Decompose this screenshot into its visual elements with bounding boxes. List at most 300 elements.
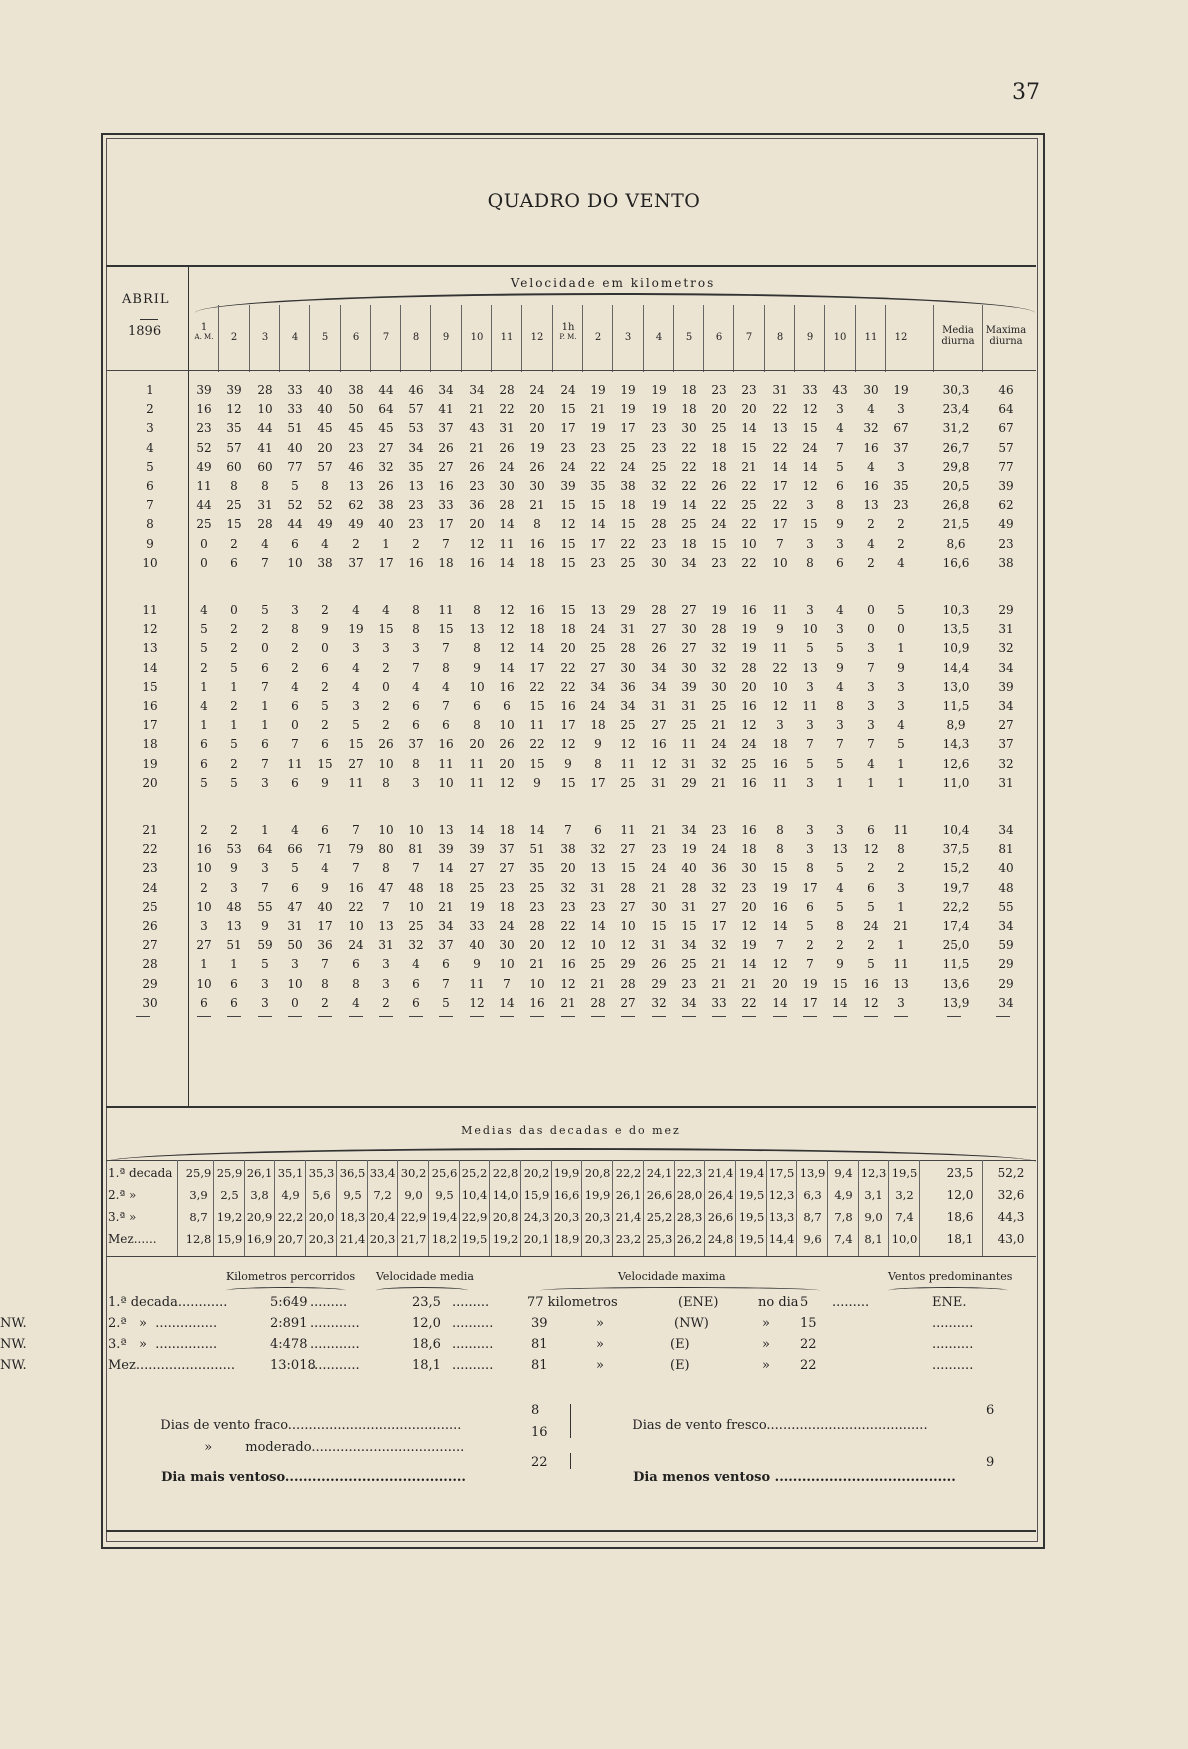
hour-value: 1 — [261, 699, 269, 713]
hour-value: 30 — [651, 900, 667, 914]
hour-value: 31 — [681, 900, 697, 914]
hour-value: 4 — [200, 603, 208, 617]
hour-value: 14 — [741, 957, 757, 971]
hour-value: 19 — [651, 383, 667, 397]
hour-value: 6 — [200, 757, 208, 771]
hour-value: 3 — [382, 977, 390, 991]
stats-divider-bottom — [570, 1453, 571, 1469]
maxima-diurna-value: 23 — [998, 537, 1014, 551]
decade-media-value: 12,0 — [946, 1188, 974, 1202]
hour-value: 10 — [438, 776, 454, 790]
hour-value: 25 — [711, 699, 727, 713]
hour-value: 26 — [651, 641, 667, 655]
maxima-diurna-value: 31 — [998, 622, 1014, 636]
hour-value: 6 — [806, 900, 814, 914]
hour-value: 24 — [590, 622, 606, 636]
hour-value: 7 — [564, 823, 572, 837]
hour-value: 21 — [590, 977, 606, 991]
hour-value: 22 — [560, 919, 576, 933]
table-inner-frame — [106, 138, 1038, 1542]
hour-value: 16 — [560, 699, 576, 713]
hour-value: 18 — [772, 737, 788, 751]
hour-value: 27 — [590, 661, 606, 675]
hour-value: 12 — [469, 537, 485, 551]
hour-value: 7 — [352, 823, 360, 837]
trailing-dash — [833, 1016, 847, 1017]
hour-value: 3 — [897, 460, 905, 474]
decade-hour-value: 28,0 — [676, 1188, 703, 1202]
hour-value: 38 — [620, 479, 636, 493]
decade-hour-value: 9,6 — [803, 1232, 822, 1246]
decade-hour-value: 20,1 — [523, 1232, 550, 1246]
hour-value: 16 — [772, 757, 788, 771]
hour-header-label: 10 — [833, 332, 847, 343]
hour-value: 13 — [590, 603, 606, 617]
hour-value: 14 — [832, 996, 848, 1010]
hour-value: 35 — [590, 479, 606, 493]
trailing-dash — [197, 1016, 211, 1017]
hour-value: 2 — [200, 881, 208, 895]
title-divider — [106, 265, 1036, 267]
hour-value: 10 — [772, 556, 788, 570]
hour-value: 52 — [196, 441, 212, 455]
decade-hour-value: 26,1 — [615, 1188, 642, 1202]
hour-value: 2 — [230, 537, 238, 551]
hour-value: 33 — [438, 498, 454, 512]
hour-value: 4 — [836, 680, 844, 694]
summary-field: » — [596, 1337, 604, 1352]
hour-value: 11 — [469, 977, 485, 991]
media-diurna-value: 21,5 — [942, 517, 970, 531]
trailing-dash — [561, 1016, 575, 1017]
decade-hour-value: 7,4 — [895, 1210, 914, 1224]
hour-value: 16 — [529, 603, 545, 617]
page-title: QUADRO DO VENTO — [487, 190, 701, 212]
hour-value: 30 — [499, 938, 515, 952]
hour-value: 18 — [529, 556, 545, 570]
hour-value: 45 — [348, 421, 364, 435]
hour-value: 0 — [897, 622, 905, 636]
hour-value: 10 — [408, 900, 424, 914]
media-diurna-value: 15,2 — [942, 861, 970, 875]
hour-value: 4 — [321, 537, 329, 551]
decade-hour-value: 19,5 — [891, 1166, 918, 1180]
day-label: 24 — [142, 881, 158, 895]
hour-value: 11 — [469, 757, 485, 771]
hour-value: 23 — [529, 900, 545, 914]
decade-hour-value: 13,9 — [799, 1166, 826, 1180]
hour-value: 3 — [382, 957, 390, 971]
hour-value: 31 — [590, 881, 606, 895]
hour-value: 37 — [438, 938, 454, 952]
hour-value: 8 — [473, 641, 481, 655]
hour-value: 16 — [863, 479, 879, 493]
hour-value: 17 — [802, 996, 818, 1010]
hour-value: 16 — [863, 977, 879, 991]
hour-value: 51 — [287, 421, 303, 435]
hour-value: 6 — [594, 823, 602, 837]
decade-hour-value: 21,4 — [339, 1232, 366, 1246]
hour-value: 12 — [651, 757, 667, 771]
hour-value: 31 — [681, 699, 697, 713]
hour-value: 6 — [412, 718, 420, 732]
hour-value: 17 — [772, 517, 788, 531]
hour-value: 11 — [772, 776, 788, 790]
decade-hour-value: 18,9 — [553, 1232, 580, 1246]
summary-field: 15 — [800, 1316, 817, 1331]
hour-value: 18 — [438, 556, 454, 570]
header-line: Media — [942, 325, 974, 336]
hour-value: 1 — [261, 718, 269, 732]
hour-value: 7 — [442, 977, 450, 991]
hour-header-label: 5 — [685, 332, 693, 343]
hour-value: 2 — [867, 938, 875, 952]
decade-hour-value: 19,9 — [553, 1166, 580, 1180]
hour-value: 3 — [897, 699, 905, 713]
header-bottom-rule — [106, 370, 1036, 371]
hour-value: 31 — [620, 622, 636, 636]
maxima-diurna-value: 34 — [998, 699, 1014, 713]
hour-value: 25 — [651, 460, 667, 474]
hour-value: 20 — [529, 421, 545, 435]
hour-value: 12 — [741, 718, 757, 732]
hour-value: 6 — [473, 699, 481, 713]
hour-value: 6 — [836, 479, 844, 493]
hour-value: 14 — [499, 661, 515, 675]
hour-value: 14 — [499, 517, 515, 531]
hour-value: 26 — [529, 460, 545, 474]
maxima-diurna-value: 34 — [998, 996, 1014, 1010]
summary-field: 23,5 — [412, 1295, 441, 1310]
hour-value: 57 — [408, 402, 424, 416]
trailing-dash — [652, 1016, 666, 1017]
hour-header — [825, 332, 855, 343]
maxima-diurna-value: 67 — [998, 421, 1014, 435]
hour-value: 9 — [836, 661, 844, 675]
hour-value: 38 — [560, 842, 576, 856]
trailing-dash — [530, 1016, 544, 1017]
summary-field: .......... — [452, 1358, 494, 1373]
hour-value: 45 — [317, 421, 333, 435]
hour-value: 18 — [438, 881, 454, 895]
mais-ventoso-label: Dia mais ventoso........................................ — [161, 1470, 466, 1485]
hour-value: 24 — [499, 460, 515, 474]
hour-value: 39 — [469, 842, 485, 856]
hour-value: 13 — [893, 977, 909, 991]
hour-value: 13 — [863, 498, 879, 512]
hour-value: 32 — [711, 661, 727, 675]
hour-value: 19 — [590, 383, 606, 397]
daily-table-bottom-rule — [106, 1106, 1036, 1108]
hour-value: 20 — [469, 517, 485, 531]
hour-value: 3 — [806, 842, 814, 856]
summary-field: (E) — [670, 1337, 690, 1352]
hour-value: 13 — [408, 479, 424, 493]
summary-field: » — [596, 1316, 604, 1331]
hour-value: 23 — [560, 900, 576, 914]
hour-value: 4 — [291, 823, 299, 837]
moderado-label: » moderado..................................... — [204, 1440, 465, 1455]
hour-value: 1 — [836, 776, 844, 790]
hour-value: 57 — [317, 460, 333, 474]
hour-value: 8 — [806, 861, 814, 875]
hour-value: 31 — [651, 938, 667, 952]
hour-value: 0 — [200, 537, 208, 551]
summary-field: » — [762, 1337, 770, 1352]
hour-value: 19 — [469, 900, 485, 914]
hour-value: 2 — [867, 517, 875, 531]
hour-value: 40 — [317, 402, 333, 416]
hour-value: 16 — [499, 680, 515, 694]
summary-field: ENE. — [932, 1295, 967, 1310]
hour-value: 21 — [529, 498, 545, 512]
hour-value: 2 — [230, 823, 238, 837]
hour-value: 12 — [863, 996, 879, 1010]
hour-value: 30 — [651, 556, 667, 570]
hour-value: 6 — [867, 881, 875, 895]
summary-field: 13:018 — [270, 1358, 316, 1373]
hour-header — [250, 332, 280, 343]
hour-value: 1 — [200, 680, 208, 694]
decade-hour-value: 20,8 — [584, 1166, 611, 1180]
decade-maxima-value: 43,0 — [997, 1232, 1025, 1246]
hour-value: 5 — [806, 757, 814, 771]
media-diurna-value: 31,2 — [942, 421, 970, 435]
hour-value: 28 — [590, 996, 606, 1010]
hour-header-label: 7 — [382, 332, 390, 343]
hour-value: 20 — [772, 977, 788, 991]
decade-hour-value: 16,9 — [246, 1232, 273, 1246]
hour-value: 13 — [590, 861, 606, 875]
hour-value: 10 — [378, 757, 394, 771]
decade-hour-value: 20,3 — [553, 1210, 580, 1224]
hour-value: 19 — [620, 383, 636, 397]
hour-value: 36 — [469, 498, 485, 512]
decade-hour-value: 20,3 — [369, 1232, 396, 1246]
hour-value: 2 — [321, 603, 329, 617]
hour-value: 28 — [257, 383, 273, 397]
hour-value: 7 — [806, 957, 814, 971]
hour-value: 37 — [893, 441, 909, 455]
hour-value: 3 — [261, 861, 269, 875]
hour-value: 16 — [741, 699, 757, 713]
decade-media-value: 23,5 — [946, 1166, 974, 1180]
decade-hour-value: 20,9 — [246, 1210, 273, 1224]
hour-value: 20 — [560, 641, 576, 655]
hour-value: 14 — [802, 460, 818, 474]
hour-value: 2 — [230, 699, 238, 713]
summary-field: (E) — [670, 1358, 690, 1373]
maxima-diurna-value: 46 — [998, 383, 1014, 397]
summary-field: 18,1 — [412, 1358, 441, 1373]
hour-value: 8 — [897, 842, 905, 856]
hour-value: 12 — [741, 919, 757, 933]
media-diurna-value: 23,4 — [942, 402, 970, 416]
hour-value: 16 — [741, 823, 757, 837]
media-diurna-value: 17,4 — [942, 919, 970, 933]
hour-value: 3 — [836, 718, 844, 732]
hour-value: 27 — [620, 996, 636, 1010]
hour-value: 3 — [200, 919, 208, 933]
hour-value: 18 — [741, 842, 757, 856]
hour-value: 0 — [382, 680, 390, 694]
hour-value: 4 — [836, 603, 844, 617]
hour-value: 4 — [352, 603, 360, 617]
hour-value: 25 — [741, 498, 757, 512]
hour-value: 19 — [348, 622, 364, 636]
hour-value: 23 — [711, 556, 727, 570]
decade-hour-value: 13,3 — [768, 1210, 795, 1224]
hour-value: 25 — [741, 757, 757, 771]
hour-value: 2 — [261, 622, 269, 636]
hour-value: 3 — [291, 957, 299, 971]
hour-value: 11 — [287, 757, 303, 771]
decade-hour-value: 7,8 — [834, 1210, 853, 1224]
decade-hour-value: 8,7 — [189, 1210, 208, 1224]
hour-value: 55 — [257, 900, 273, 914]
hour-value: 40 — [317, 383, 333, 397]
hour-value: 9 — [533, 776, 541, 790]
hour-value: 21 — [711, 776, 727, 790]
media-diurna-value: 13,9 — [942, 996, 970, 1010]
hour-value: 1 — [897, 900, 905, 914]
hour-value: 2 — [382, 718, 390, 732]
hour-value: 77 — [287, 460, 303, 474]
media-diurna-value: 26,7 — [942, 441, 970, 455]
hour-value: 3 — [897, 881, 905, 895]
decade-hour-value: 21,7 — [400, 1232, 427, 1246]
hour-value: 5 — [352, 718, 360, 732]
hour-value: 10 — [469, 680, 485, 694]
trailing-dash — [136, 1016, 150, 1017]
hour-value: 8 — [261, 479, 269, 493]
hour-value: 10 — [196, 900, 212, 914]
year-label: 1896 — [128, 324, 162, 339]
decade-hour-value: 8,1 — [864, 1232, 883, 1246]
hour-value: 23 — [651, 421, 667, 435]
hour-value: 3 — [352, 641, 360, 655]
hour-value: 31 — [378, 938, 394, 952]
hour-value: 47 — [378, 881, 394, 895]
day-label: 22 — [142, 842, 158, 856]
hour-value: 9 — [321, 881, 329, 895]
hour-value: 6 — [291, 699, 299, 713]
hour-value: 6 — [321, 661, 329, 675]
summary-field: 2.ª » ............... — [108, 1316, 218, 1331]
hour-value: 19 — [741, 938, 757, 952]
trailing-dash — [773, 1016, 787, 1017]
hour-value: 31 — [772, 383, 788, 397]
hour-value: 34 — [438, 919, 454, 933]
summary-header: Kilometros percorridos — [226, 1270, 356, 1283]
hour-value: 20 — [711, 402, 727, 416]
decade-hour-value: 20,2 — [523, 1166, 550, 1180]
hour-value: 24 — [711, 517, 727, 531]
hour-value: 8 — [473, 718, 481, 732]
hour-value: 21 — [529, 957, 545, 971]
summary-field: 22 — [800, 1358, 817, 1373]
hour-value: 10 — [287, 977, 303, 991]
hour-value: 2 — [230, 622, 238, 636]
day-label: 8 — [146, 517, 154, 531]
hour-value: 23 — [408, 498, 424, 512]
summary-field: 39 — [531, 1316, 548, 1331]
header-line: Maxima — [985, 325, 1027, 336]
table-bottom-rule — [106, 1530, 1036, 1532]
hour-value: 43 — [469, 421, 485, 435]
hour-value: 8 — [412, 622, 420, 636]
hour-value: 38 — [348, 383, 364, 397]
fraco-label: Dias de vento fraco.......................................... — [160, 1418, 462, 1433]
decade-hour-value: 22,8 — [492, 1166, 519, 1180]
hour-value: 9 — [594, 737, 602, 751]
hour-value: 8 — [836, 498, 844, 512]
hour-value: 7 — [291, 737, 299, 751]
summary-header: Velocidade media — [376, 1270, 474, 1283]
hour-value: 16 — [741, 603, 757, 617]
hour-value: 32 — [651, 996, 667, 1010]
hour-header-label: 9 — [442, 332, 450, 343]
maxima-diurna-value: 29 — [998, 603, 1014, 617]
hour-value: 32 — [651, 479, 667, 493]
hour-value: 15 — [560, 603, 576, 617]
decade-hour-value: 20,0 — [308, 1210, 335, 1224]
hour-value: 13 — [772, 421, 788, 435]
header-line: diurna — [941, 336, 975, 347]
hour-value: 15 — [226, 517, 242, 531]
hour-value: 9 — [261, 919, 269, 933]
hour-value: 16 — [348, 881, 364, 895]
summary-field: » — [762, 1358, 770, 1373]
day-label: 10 — [142, 556, 158, 570]
hour-value: 7 — [412, 861, 420, 875]
hour-value: 16 — [469, 556, 485, 570]
decade-hour-value: 24,3 — [523, 1210, 550, 1224]
hour-value: 19 — [893, 383, 909, 397]
trailing-dash — [803, 1016, 817, 1017]
hour-value: 8 — [412, 757, 420, 771]
hour-value: 6 — [230, 556, 238, 570]
hour-value: 25 — [529, 881, 545, 895]
hour-header — [522, 332, 552, 343]
hour-value: 29 — [620, 957, 636, 971]
hour-value: 28 — [529, 919, 545, 933]
hour-value: 12 — [226, 402, 242, 416]
hour-value: 53 — [408, 421, 424, 435]
hour-value: 11 — [469, 776, 485, 790]
hour-value: 21 — [711, 977, 727, 991]
hour-value: 48 — [226, 900, 242, 914]
hour-header — [462, 332, 492, 343]
hour-value: 31 — [651, 699, 667, 713]
decade-hour-value: 26,6 — [646, 1188, 673, 1202]
hour-value: 32 — [711, 881, 727, 895]
hour-header-label: 4 — [291, 332, 299, 343]
hour-value: 6 — [867, 823, 875, 837]
day-label: 29 — [142, 977, 158, 991]
hour-value: 6 — [442, 957, 450, 971]
hour-value: 24 — [711, 737, 727, 751]
hour-value: 24 — [651, 861, 667, 875]
hour-value: 10 — [590, 938, 606, 952]
hour-value: 16 — [438, 737, 454, 751]
hour-value: 16 — [651, 737, 667, 751]
decade-hour-value: 18,2 — [431, 1232, 458, 1246]
hour-header — [341, 332, 371, 343]
hour-value: 1 — [261, 823, 269, 837]
maxima-diurna-value: 49 — [998, 517, 1014, 531]
hour-value: 28 — [651, 517, 667, 531]
